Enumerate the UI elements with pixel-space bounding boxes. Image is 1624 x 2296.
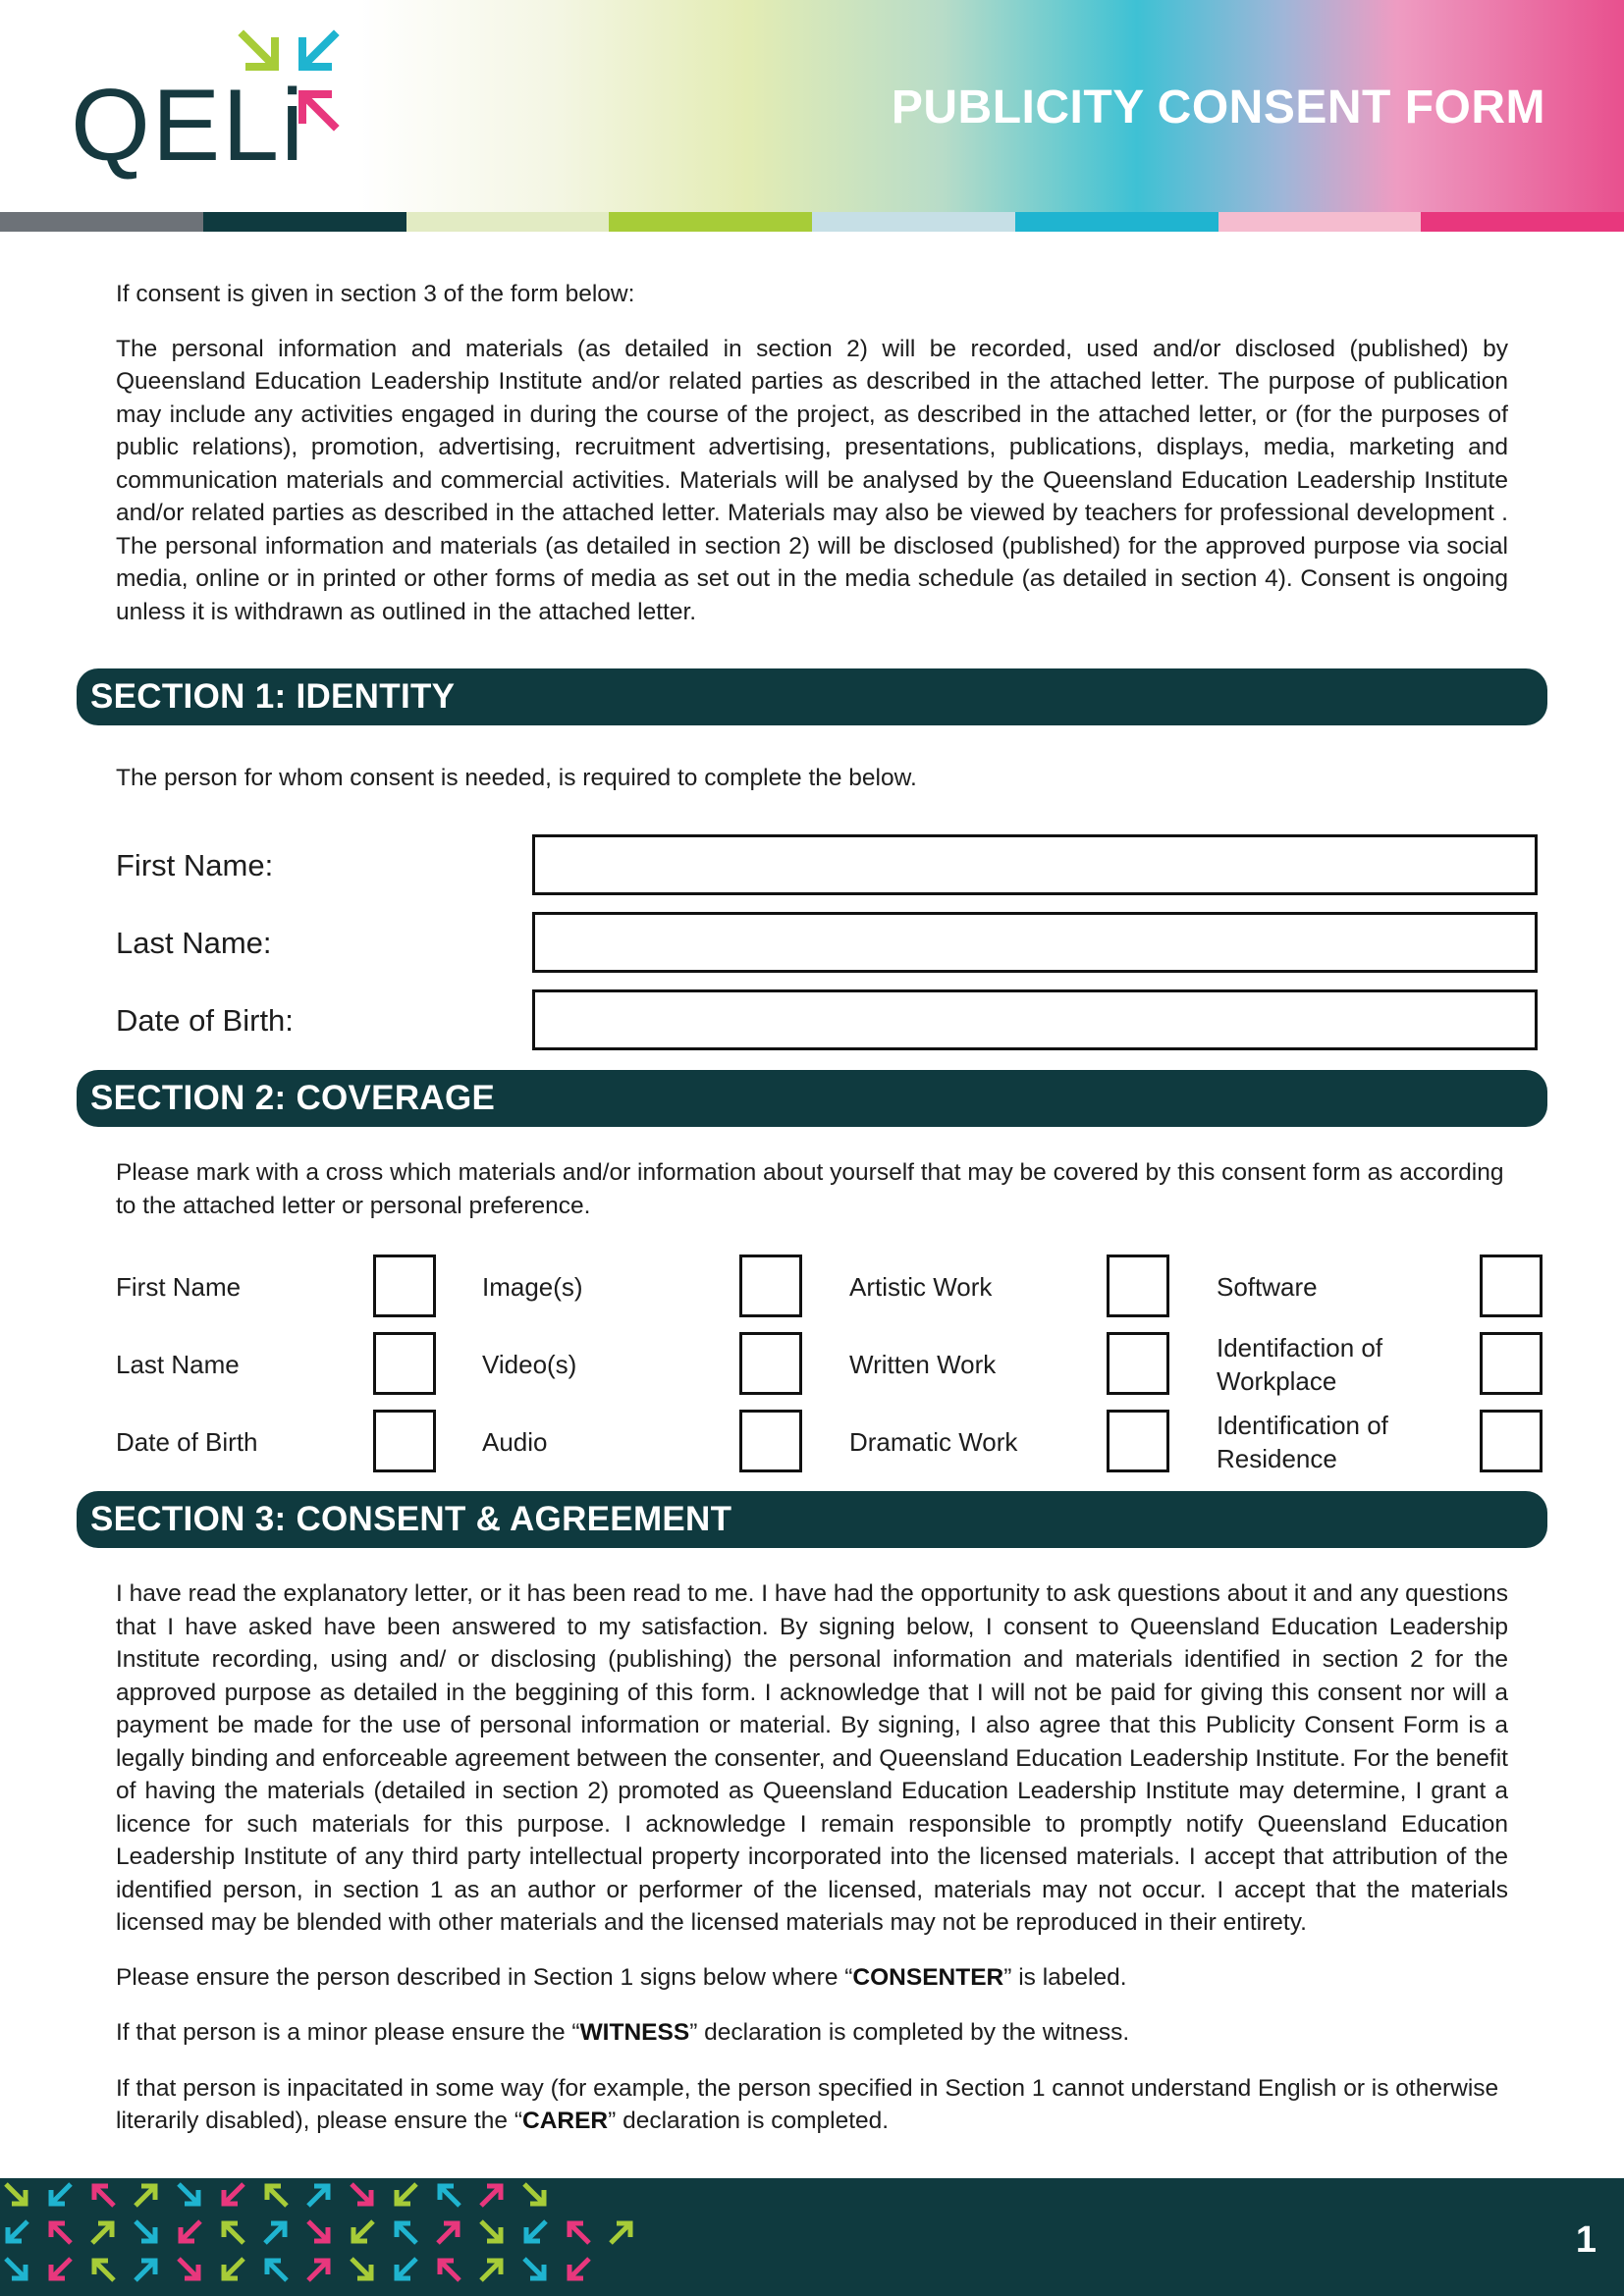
witness-keyword: WITNESS — [579, 2019, 690, 2046]
color-strip-segment — [812, 212, 1015, 232]
page-header — [0, 0, 1624, 212]
footer-arrow-icon — [524, 2259, 544, 2278]
coverage-checkbox[interactable] — [373, 1332, 436, 1395]
coverage-checkbox[interactable] — [373, 1410, 436, 1472]
last-name-input[interactable] — [532, 912, 1538, 973]
footer-arrow-icon — [526, 2221, 546, 2241]
coverage-option-written-work — [849, 1332, 1169, 1397]
section3-body: I have read the explanatory letter, or it has been read to me. I have had the opportunity to ask questions about it and any questions that I have asked have been answered to my satisfaction. By signing below, I consent to Queensland Education Leadership Institute recording, using and/ or disclosing (publishing) the personal information and materials identified in section 2 for the approved purpose as detailed in the beggining of this form. I acknowledge that I will not be paid for giving this consent nor will a payment be made for the use of personal information or material. By signing, I also agree that this Publicity Consent Form is a legally binding and enforceable agreement between the consenter, and Queensland Education Leadership Institute. For the benefit of having the materials (detailed in section 2) promoted as Queensland Education Leadership Institute may determine, I grant a licence for such materials for this purpose. I acknowledge I remain responsible to promptly notify Queensland Education Leadership Institute of any third party intellectual property incorporated into the licensed materials. I accept that attribution of the identified person, in section 1 as an author or performer of the licensed, materials may not occur. I accept that the materials licensed may be blended with other materials and the licensed materials may not be reproduced in their entirety. — [116, 1580, 1508, 1936]
coverage-option-software — [1217, 1255, 1543, 1319]
intro-lead: If consent is given in section 3 of the form below: — [116, 281, 635, 307]
carer-keyword: CARER — [522, 2108, 609, 2134]
color-strip-segment — [1421, 212, 1624, 232]
footer-arrow-icon — [51, 2223, 71, 2243]
date-of-birth-label: Date of Birth: — [116, 1003, 294, 1038]
footer-arrow-icon — [267, 2261, 287, 2280]
footer-arrow-icon — [6, 2184, 26, 2204]
coverage-option-video-s — [482, 1332, 802, 1397]
color-strip-segment — [203, 212, 406, 232]
coverage-option-date-of-birth — [116, 1410, 436, 1474]
footer-arrow-icon — [308, 2221, 328, 2241]
date-of-birth-row — [116, 989, 1540, 1052]
footer-arrow-icon — [611, 2223, 630, 2243]
coverage-label: Dramatic Work — [849, 1427, 1018, 1457]
coverage-option-first-name — [116, 1255, 436, 1319]
first-name-row — [116, 834, 1540, 897]
footer-arrow-icon — [267, 2186, 287, 2206]
footer-arrow-pattern-icon — [0, 2178, 805, 2296]
coverage-label: Audio — [482, 1427, 548, 1457]
footer-arrow-icon — [308, 2186, 328, 2206]
coverage-checkbox[interactable] — [1107, 1255, 1169, 1317]
witness-instruction — [116, 2016, 1508, 2050]
footer-arrow-icon — [92, 2223, 112, 2243]
coverage-label: Identifaction of Workplace — [1217, 1333, 1383, 1396]
coverage-label: Last Name — [116, 1350, 240, 1379]
footer-arrow-icon — [51, 2184, 71, 2204]
page-footer — [0, 2178, 1624, 2296]
footer-arrow-icon — [51, 2259, 71, 2278]
coverage-label: Identification of Residence — [1217, 1411, 1388, 1473]
footer-arrow-icon — [569, 2259, 589, 2278]
footer-arrow-icon — [135, 2186, 155, 2206]
footer-arrow-icon — [353, 2221, 373, 2241]
footer-arrow-icon — [524, 2184, 544, 2204]
section1-heading: SECTION 1: IDENTITY — [77, 668, 1547, 725]
date-of-birth-input[interactable] — [532, 989, 1538, 1050]
intro-text — [116, 278, 1508, 628]
coverage-checkbox[interactable] — [739, 1410, 802, 1472]
color-strip — [0, 212, 1624, 232]
first-name-input[interactable] — [532, 834, 1538, 895]
carer-text-post: ” declaration is completed. — [608, 2108, 890, 2134]
footer-arrow-icon — [179, 2259, 198, 2278]
color-strip-segment — [1218, 212, 1422, 232]
coverage-label: First Name — [116, 1272, 242, 1302]
section3-text — [116, 1577, 1508, 2158]
coverage-option-audio — [482, 1410, 802, 1474]
footer-arrow-icon — [481, 2186, 501, 2206]
footer-arrow-icon — [308, 2261, 328, 2280]
coverage-option-last-name — [116, 1332, 436, 1397]
footer-arrow-icon — [94, 2186, 114, 2206]
section2-heading: SECTION 2: COVERAGE — [77, 1070, 1547, 1127]
qeli-logo — [71, 27, 365, 185]
footer-arrow-icon — [6, 2259, 26, 2278]
color-strip-segment — [0, 212, 203, 232]
footer-arrow-icon — [224, 2259, 244, 2278]
coverage-option-dramatic-work — [849, 1410, 1169, 1474]
footer-arrow-icon — [224, 2184, 244, 2204]
coverage-checkbox[interactable] — [1107, 1410, 1169, 1472]
footer-arrow-icon — [181, 2221, 200, 2241]
consenter-instruction — [116, 1961, 1508, 1995]
coverage-checkbox[interactable] — [1480, 1332, 1543, 1395]
footer-arrow-icon — [352, 2184, 371, 2204]
footer-arrow-icon — [481, 2261, 501, 2280]
first-name-label: First Name: — [116, 848, 274, 882]
section2-instruction: Please mark with a cross which materials and/or information about yourself that may be covered by this consent form as according to the attached letter or personal preference. — [116, 1159, 1504, 1219]
footer-arrow-icon — [481, 2221, 501, 2241]
coverage-label: Written Work — [849, 1350, 997, 1379]
coverage-option-identifaction-of-workplace — [1217, 1332, 1543, 1397]
consenter-keyword: CONSENTER — [852, 1963, 1004, 1991]
footer-arrow-icon — [94, 2261, 114, 2280]
coverage-option-identification-of-residence — [1217, 1410, 1543, 1474]
coverage-checkbox[interactable] — [373, 1255, 436, 1317]
coverage-label: Video(s) — [482, 1350, 577, 1379]
page-number: 1 — [1575, 2219, 1597, 2261]
coverage-option-artistic-work — [849, 1255, 1169, 1319]
intro-body: The personal information and materials (as detailed in section 2) will be recorded, used and/or disclosed (published) by Queensland Education Leadership Institute and/or related parties as described in the attached letter. The purpose of publication may include any activities engaged in during the course of the project, as described in the attached letter, or (for the purposes of public relations), promotion, advertising, recruitment advertising, presentations, publications, displays, media, marketing and communication materials and commercial activities. Materials will be analysed by the Queensland Education Leadership Institute and/or related parties as described in the attached letter. Materials may also be viewed by teachers for professional development . The personal information and materials (as detailed in section 2) will be disclosed (published) for the approved purpose via social media, online or in printed or other forms of media as set out in the media schedule (as detailed in section 4). Consent is ongoing unless it is withdrawn as outlined in the attached letter. — [116, 335, 1508, 625]
coverage-checkbox[interactable] — [739, 1255, 802, 1317]
coverage-checkbox[interactable] — [1480, 1255, 1543, 1317]
footer-arrow-icon — [135, 2221, 155, 2241]
witness-text-pre: If that person is a minor please ensure the “ — [116, 2019, 580, 2046]
section1-instruction: The person for whom consent is needed, is required to complete the below. — [116, 765, 917, 791]
consenter-text-pre: Please ensure the person described in Section 1 signs below where “ — [116, 1963, 853, 1991]
section3-heading: SECTION 3: CONSENT & AGREEMENT — [77, 1491, 1547, 1548]
witness-text-post: ” declaration is completed by the witness. — [689, 2019, 1130, 2046]
logo-arrows-icon — [236, 27, 344, 135]
coverage-checkbox[interactable] — [1480, 1410, 1543, 1472]
coverage-checkbox[interactable] — [739, 1332, 802, 1395]
footer-arrow-icon — [569, 2223, 589, 2243]
last-name-label: Last Name: — [116, 926, 272, 960]
carer-text-pre: If that person is inpacitated in some way (for example, the person specified in Section 1 cannot understand English or is otherwise literarily disabled), please ensure the “ — [116, 2074, 1499, 2134]
footer-arrow-icon — [440, 2186, 460, 2206]
footer-arrow-icon — [135, 2261, 155, 2280]
consenter-text-post: ” is labeled. — [1003, 1963, 1127, 1991]
footer-arrow-icon — [397, 2223, 416, 2243]
footer-arrow-icon — [438, 2223, 458, 2243]
carer-instruction — [116, 2072, 1508, 2138]
color-strip-segment — [609, 212, 812, 232]
coverage-label: Artistic Work — [849, 1272, 993, 1302]
footer-arrow-icon — [224, 2223, 244, 2243]
footer-arrow-icon — [440, 2261, 460, 2280]
footer-arrow-icon — [179, 2184, 198, 2204]
footer-arrow-icon — [397, 2259, 416, 2278]
coverage-option-image-s — [482, 1255, 802, 1319]
last-name-row — [116, 912, 1540, 975]
color-strip-segment — [1015, 212, 1218, 232]
footer-arrow-icon — [352, 2259, 371, 2278]
logo-wordmark: QELi — [71, 69, 306, 183]
coverage-checkbox[interactable] — [1107, 1332, 1169, 1395]
footer-arrow-icon — [265, 2223, 285, 2243]
footer-arrow-icon — [397, 2184, 416, 2204]
coverage-label: Software — [1217, 1272, 1318, 1302]
coverage-label: Image(s) — [482, 1272, 583, 1302]
footer-arrow-icon — [8, 2221, 27, 2241]
color-strip-segment — [406, 212, 610, 232]
coverage-label: Date of Birth — [116, 1427, 258, 1457]
page-title: PUBLICITY CONSENT FORM — [891, 81, 1545, 133]
